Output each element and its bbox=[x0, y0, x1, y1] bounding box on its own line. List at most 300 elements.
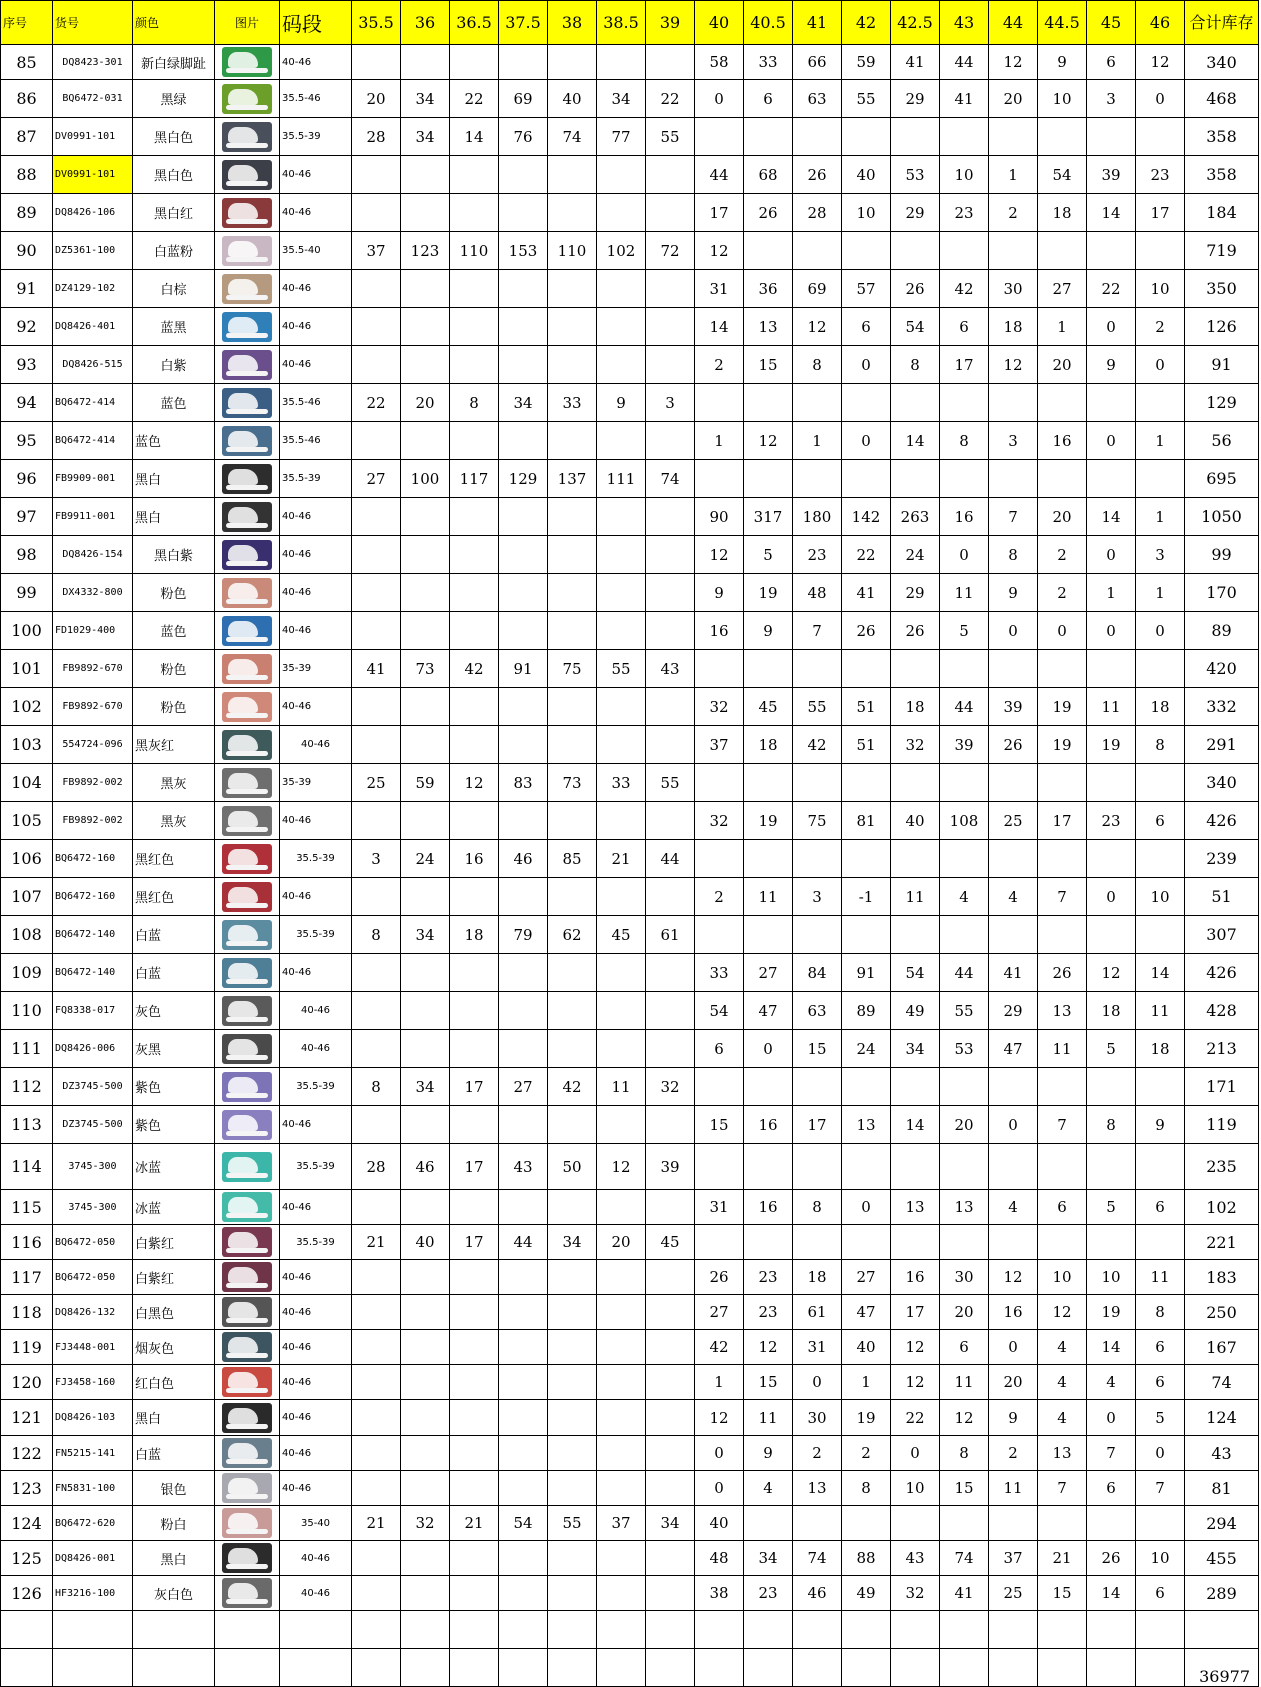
size-qty-cell: 17 bbox=[695, 194, 744, 232]
color-cell: 红白色 bbox=[133, 1365, 215, 1400]
shoe-thumbnail-icon bbox=[222, 1034, 272, 1064]
sku-cell: BQ6472-160 bbox=[53, 878, 133, 916]
shoe-thumbnail-icon bbox=[222, 1438, 272, 1468]
size-qty-cell bbox=[1136, 460, 1185, 498]
total-stock-cell: 43 bbox=[1185, 1436, 1259, 1471]
color-cell: 冰蓝 bbox=[133, 1144, 215, 1190]
size-qty-cell: 68 bbox=[744, 156, 793, 194]
size-qty-cell bbox=[1136, 764, 1185, 802]
size-qty-cell: 11 bbox=[989, 1471, 1038, 1506]
total-stock-cell: 291 bbox=[1185, 726, 1259, 764]
size-qty-cell bbox=[499, 1365, 548, 1400]
size-qty-cell: 55 bbox=[548, 1506, 597, 1541]
size-qty-cell bbox=[499, 992, 548, 1030]
size-qty-cell: 69 bbox=[499, 80, 548, 118]
size-qty-cell bbox=[401, 1400, 450, 1436]
size-qty-cell: 24 bbox=[891, 536, 940, 574]
header-size: 37.5 bbox=[499, 1, 548, 45]
size-qty-cell: 55 bbox=[842, 80, 891, 118]
size-qty-cell: 102 bbox=[597, 232, 646, 270]
size-qty-cell bbox=[499, 1400, 548, 1436]
size-qty-cell: 0 bbox=[1087, 878, 1136, 916]
size-qty-cell bbox=[597, 1260, 646, 1295]
size-qty-cell: 9 bbox=[989, 574, 1038, 612]
size-qty-cell: 14 bbox=[1087, 498, 1136, 536]
header-size: 36 bbox=[401, 1, 450, 45]
header-sku: 货号 bbox=[53, 1, 133, 45]
size-qty-cell: 17 bbox=[1038, 802, 1087, 840]
size-qty-cell: 13 bbox=[1038, 1436, 1087, 1471]
total-stock-cell: 167 bbox=[1185, 1330, 1259, 1365]
size-qty-cell: 17 bbox=[793, 1106, 842, 1144]
size-qty-cell: 2 bbox=[1038, 574, 1087, 612]
size-qty-cell: 12 bbox=[989, 45, 1038, 80]
size-qty-cell bbox=[1038, 764, 1087, 802]
size-qty-cell bbox=[597, 1330, 646, 1365]
size-qty-cell bbox=[548, 346, 597, 384]
size-qty-cell bbox=[1136, 232, 1185, 270]
size-qty-cell bbox=[989, 232, 1038, 270]
shoe-thumbnail-icon bbox=[222, 1110, 272, 1140]
size-qty-cell bbox=[548, 1541, 597, 1576]
size-qty-cell: 19 bbox=[842, 1400, 891, 1436]
size-qty-cell: 46 bbox=[401, 1144, 450, 1190]
size-range-cell: 40-46 bbox=[280, 726, 352, 764]
size-qty-cell bbox=[597, 1106, 646, 1144]
size-qty-cell bbox=[842, 650, 891, 688]
size-qty-cell bbox=[548, 1365, 597, 1400]
size-qty-cell bbox=[891, 650, 940, 688]
shoe-thumbnail-icon bbox=[222, 1262, 272, 1292]
size-range-cell: 40-46 bbox=[280, 1541, 352, 1576]
size-qty-cell: 5 bbox=[1136, 1400, 1185, 1436]
table-row bbox=[1, 1330, 1259, 1365]
empty-cell bbox=[53, 1649, 133, 1687]
product-image bbox=[215, 1471, 280, 1506]
size-qty-cell: 53 bbox=[940, 1030, 989, 1068]
size-qty-cell bbox=[548, 1030, 597, 1068]
total-stock-cell: 719 bbox=[1185, 232, 1259, 270]
size-qty-cell bbox=[401, 194, 450, 232]
header-idx: 序号 bbox=[1, 1, 53, 45]
table-row bbox=[1, 1295, 1259, 1330]
size-qty-cell: 21 bbox=[450, 1506, 499, 1541]
size-qty-cell bbox=[499, 1260, 548, 1295]
size-qty-cell: 32 bbox=[646, 1068, 695, 1106]
empty-cell bbox=[940, 1611, 989, 1649]
size-qty-cell: 53 bbox=[891, 156, 940, 194]
product-image bbox=[215, 1225, 280, 1260]
size-qty-cell: 26 bbox=[1087, 1541, 1136, 1576]
row-index: 119 bbox=[1, 1330, 53, 1365]
size-qty-cell: 6 bbox=[842, 308, 891, 346]
size-qty-cell: 14 bbox=[1087, 194, 1136, 232]
size-range-cell: 35.5-39 bbox=[280, 1144, 352, 1190]
size-qty-cell bbox=[352, 992, 401, 1030]
empty-cell bbox=[548, 1611, 597, 1649]
product-image bbox=[215, 308, 280, 346]
size-qty-cell: 44 bbox=[499, 1225, 548, 1260]
shoe-thumbnail-icon bbox=[222, 1192, 272, 1222]
size-qty-cell bbox=[352, 688, 401, 726]
size-qty-cell: 8 bbox=[352, 1068, 401, 1106]
color-cell: 粉色 bbox=[133, 650, 215, 688]
size-qty-cell: 1 bbox=[1038, 308, 1087, 346]
size-qty-cell: 14 bbox=[891, 422, 940, 460]
empty-cell bbox=[891, 1611, 940, 1649]
size-qty-cell bbox=[646, 1541, 695, 1576]
empty-cell bbox=[1038, 1649, 1087, 1687]
size-qty-cell bbox=[940, 840, 989, 878]
size-qty-cell bbox=[842, 232, 891, 270]
size-qty-cell: 8 bbox=[940, 422, 989, 460]
shoe-thumbnail-icon bbox=[222, 1403, 272, 1433]
size-qty-cell: 23 bbox=[744, 1260, 793, 1295]
size-qty-cell: 2 bbox=[1038, 536, 1087, 574]
size-qty-cell: 34 bbox=[891, 1030, 940, 1068]
size-qty-cell bbox=[646, 270, 695, 308]
header-size: 42 bbox=[842, 1, 891, 45]
shoe-thumbnail-icon bbox=[222, 540, 272, 570]
row-index: 91 bbox=[1, 270, 53, 308]
size-qty-cell bbox=[401, 1330, 450, 1365]
product-image bbox=[215, 612, 280, 650]
size-qty-cell bbox=[401, 612, 450, 650]
size-qty-cell: 19 bbox=[744, 802, 793, 840]
size-qty-cell: 14 bbox=[1136, 954, 1185, 992]
total-stock-cell: 426 bbox=[1185, 954, 1259, 992]
row-index: 108 bbox=[1, 916, 53, 954]
size-qty-cell: 20 bbox=[989, 1365, 1038, 1400]
size-qty-cell bbox=[891, 1506, 940, 1541]
size-qty-cell bbox=[401, 1260, 450, 1295]
size-qty-cell: 8 bbox=[1136, 726, 1185, 764]
size-qty-cell bbox=[450, 270, 499, 308]
table-row bbox=[1, 916, 1259, 954]
product-image bbox=[215, 1144, 280, 1190]
size-qty-cell bbox=[450, 498, 499, 536]
size-qty-cell bbox=[597, 346, 646, 384]
size-qty-cell bbox=[548, 1436, 597, 1471]
sku-cell: DQ8426-001 bbox=[53, 1541, 133, 1576]
size-qty-cell: 8 bbox=[352, 916, 401, 954]
size-qty-cell: 12 bbox=[695, 232, 744, 270]
size-qty-cell bbox=[646, 878, 695, 916]
color-cell: 冰蓝 bbox=[133, 1190, 215, 1225]
size-qty-cell: 55 bbox=[646, 764, 695, 802]
size-qty-cell: 13 bbox=[891, 1190, 940, 1225]
total-stock-cell: 170 bbox=[1185, 574, 1259, 612]
size-range-cell: 40-46 bbox=[280, 954, 352, 992]
size-qty-cell: 9 bbox=[695, 574, 744, 612]
color-cell: 粉白 bbox=[133, 1506, 215, 1541]
size-qty-cell: 41 bbox=[940, 80, 989, 118]
shoe-thumbnail-icon bbox=[222, 692, 272, 722]
product-image bbox=[215, 916, 280, 954]
size-qty-cell bbox=[646, 536, 695, 574]
color-cell: 灰黑 bbox=[133, 1030, 215, 1068]
size-qty-cell: 16 bbox=[989, 1295, 1038, 1330]
size-qty-cell bbox=[1038, 840, 1087, 878]
size-qty-cell: 6 bbox=[1038, 1190, 1087, 1225]
empty-cell bbox=[744, 1611, 793, 1649]
size-qty-cell: 1 bbox=[695, 422, 744, 460]
sku-cell: DQ8426-154 bbox=[53, 536, 133, 574]
size-qty-cell bbox=[401, 954, 450, 992]
product-image bbox=[215, 1365, 280, 1400]
total-stock-cell: 420 bbox=[1185, 650, 1259, 688]
size-qty-cell: 23 bbox=[744, 1295, 793, 1330]
row-index: 112 bbox=[1, 1068, 53, 1106]
size-qty-cell: 15 bbox=[940, 1471, 989, 1506]
size-qty-cell bbox=[352, 1576, 401, 1611]
size-qty-cell: 19 bbox=[1087, 726, 1136, 764]
size-qty-cell bbox=[597, 1400, 646, 1436]
size-qty-cell: 41 bbox=[352, 650, 401, 688]
size-qty-cell: 11 bbox=[940, 574, 989, 612]
size-qty-cell bbox=[597, 802, 646, 840]
size-qty-cell: 13 bbox=[1038, 992, 1087, 1030]
size-qty-cell bbox=[499, 802, 548, 840]
total-stock-cell: 74 bbox=[1185, 1365, 1259, 1400]
size-qty-cell bbox=[1136, 650, 1185, 688]
size-range-cell: 40-46 bbox=[280, 612, 352, 650]
sku-cell: BQ6472-031 bbox=[53, 80, 133, 118]
size-qty-cell: 54 bbox=[891, 308, 940, 346]
sku-cell: BQ6472-620 bbox=[53, 1506, 133, 1541]
size-qty-cell bbox=[450, 1471, 499, 1506]
table-row bbox=[1, 498, 1259, 536]
size-range-cell: 40-46 bbox=[280, 878, 352, 916]
size-qty-cell bbox=[548, 1330, 597, 1365]
size-qty-cell bbox=[597, 878, 646, 916]
header-size: 39 bbox=[646, 1, 695, 45]
size-range-cell: 40-46 bbox=[280, 1400, 352, 1436]
shoe-thumbnail-icon bbox=[222, 388, 272, 418]
size-qty-cell bbox=[891, 1144, 940, 1190]
table-row bbox=[1, 840, 1259, 878]
size-qty-cell: 75 bbox=[548, 650, 597, 688]
size-qty-cell: 63 bbox=[793, 992, 842, 1030]
product-image bbox=[215, 574, 280, 612]
size-qty-cell bbox=[450, 1330, 499, 1365]
size-qty-cell: 55 bbox=[940, 992, 989, 1030]
size-qty-cell: 23 bbox=[1087, 802, 1136, 840]
size-qty-cell bbox=[646, 1106, 695, 1144]
size-qty-cell bbox=[352, 1541, 401, 1576]
size-qty-cell bbox=[450, 878, 499, 916]
size-qty-cell: 20 bbox=[1038, 498, 1087, 536]
color-cell: 白紫 bbox=[133, 346, 215, 384]
size-qty-cell bbox=[401, 1576, 450, 1611]
size-qty-cell: 22 bbox=[842, 536, 891, 574]
row-index: 114 bbox=[1, 1144, 53, 1190]
size-qty-cell: 44 bbox=[695, 156, 744, 194]
size-qty-cell bbox=[450, 954, 499, 992]
color-cell: 白蓝 bbox=[133, 916, 215, 954]
sku-cell: 3745-300 bbox=[53, 1190, 133, 1225]
size-qty-cell bbox=[597, 954, 646, 992]
size-qty-cell: 45 bbox=[744, 688, 793, 726]
size-qty-cell: 33 bbox=[548, 384, 597, 422]
size-qty-cell bbox=[1038, 1068, 1087, 1106]
size-qty-cell: 12 bbox=[695, 536, 744, 574]
table-row bbox=[1, 45, 1259, 80]
size-qty-cell bbox=[499, 726, 548, 764]
size-qty-cell: 12 bbox=[793, 308, 842, 346]
size-qty-cell bbox=[401, 1106, 450, 1144]
size-qty-cell bbox=[450, 1030, 499, 1068]
size-range-cell: 40-46 bbox=[280, 1471, 352, 1506]
size-qty-cell bbox=[352, 308, 401, 346]
size-qty-cell: 20 bbox=[352, 80, 401, 118]
shoe-thumbnail-icon bbox=[222, 1152, 272, 1182]
size-qty-cell bbox=[744, 460, 793, 498]
size-qty-cell: 7 bbox=[793, 612, 842, 650]
row-index: 86 bbox=[1, 80, 53, 118]
size-qty-cell bbox=[548, 498, 597, 536]
size-qty-cell bbox=[401, 422, 450, 460]
size-qty-cell bbox=[597, 308, 646, 346]
table-row bbox=[1, 156, 1259, 194]
product-image bbox=[215, 460, 280, 498]
size-qty-cell bbox=[1038, 1225, 1087, 1260]
size-qty-cell: 7 bbox=[989, 498, 1038, 536]
size-qty-cell bbox=[1087, 232, 1136, 270]
size-qty-cell: 29 bbox=[891, 194, 940, 232]
size-qty-cell: 74 bbox=[548, 118, 597, 156]
total-stock-cell: 695 bbox=[1185, 460, 1259, 498]
size-qty-cell: 31 bbox=[695, 270, 744, 308]
size-qty-cell: 5 bbox=[744, 536, 793, 574]
size-qty-cell: 9 bbox=[744, 1436, 793, 1471]
size-qty-cell: 16 bbox=[695, 612, 744, 650]
size-qty-cell bbox=[1136, 1506, 1185, 1541]
size-qty-cell bbox=[450, 688, 499, 726]
size-qty-cell bbox=[401, 1365, 450, 1400]
shoe-thumbnail-icon bbox=[222, 1072, 272, 1102]
table-row bbox=[1, 764, 1259, 802]
color-cell: 白黑色 bbox=[133, 1295, 215, 1330]
header-size: 38 bbox=[548, 1, 597, 45]
table-row bbox=[1, 346, 1259, 384]
size-qty-cell: 23 bbox=[744, 1576, 793, 1611]
size-qty-cell: 73 bbox=[548, 764, 597, 802]
size-qty-cell bbox=[352, 1400, 401, 1436]
empty-cell bbox=[744, 1649, 793, 1687]
size-qty-cell bbox=[989, 118, 1038, 156]
size-qty-cell: 7 bbox=[1038, 1106, 1087, 1144]
size-qty-cell: 22 bbox=[352, 384, 401, 422]
empty-cell bbox=[1038, 1611, 1087, 1649]
size-qty-cell: 10 bbox=[1087, 1260, 1136, 1295]
grand-total: 36977 bbox=[1185, 1649, 1259, 1687]
size-qty-cell: 8 bbox=[940, 1436, 989, 1471]
size-range-cell: 40-46 bbox=[280, 536, 352, 574]
size-qty-cell: 54 bbox=[499, 1506, 548, 1541]
size-qty-cell: 0 bbox=[1136, 346, 1185, 384]
size-qty-cell: 24 bbox=[842, 1030, 891, 1068]
size-qty-cell bbox=[744, 384, 793, 422]
size-qty-cell bbox=[450, 1365, 499, 1400]
size-qty-cell: 0 bbox=[1087, 1400, 1136, 1436]
size-qty-cell bbox=[646, 1260, 695, 1295]
size-qty-cell bbox=[940, 118, 989, 156]
size-qty-cell: 26 bbox=[842, 612, 891, 650]
size-qty-cell: 42 bbox=[548, 1068, 597, 1106]
size-qty-cell: 14 bbox=[1087, 1330, 1136, 1365]
size-range-cell: 40-46 bbox=[280, 270, 352, 308]
color-cell: 黑白色 bbox=[133, 118, 215, 156]
size-qty-cell bbox=[401, 1471, 450, 1506]
product-image bbox=[215, 1400, 280, 1436]
size-qty-cell: 39 bbox=[989, 688, 1038, 726]
size-qty-cell: 37 bbox=[597, 1506, 646, 1541]
size-range-cell: 35.5-39 bbox=[280, 840, 352, 878]
total-stock-cell: 250 bbox=[1185, 1295, 1259, 1330]
size-qty-cell bbox=[989, 916, 1038, 954]
size-qty-cell bbox=[499, 688, 548, 726]
sku-cell: DX4332-800 bbox=[53, 574, 133, 612]
size-qty-cell: 22 bbox=[1087, 270, 1136, 308]
shoe-thumbnail-icon bbox=[222, 1578, 272, 1608]
size-qty-cell: 90 bbox=[695, 498, 744, 536]
size-qty-cell: 12 bbox=[891, 1330, 940, 1365]
size-qty-cell: 0 bbox=[989, 612, 1038, 650]
empty-cell bbox=[215, 1649, 280, 1687]
color-cell: 蓝色 bbox=[133, 384, 215, 422]
size-qty-cell bbox=[548, 536, 597, 574]
size-qty-cell bbox=[1087, 1144, 1136, 1190]
size-qty-cell bbox=[548, 270, 597, 308]
size-qty-cell: 37 bbox=[989, 1541, 1038, 1576]
row-index: 87 bbox=[1, 118, 53, 156]
size-qty-cell bbox=[548, 954, 597, 992]
size-qty-cell: 8 bbox=[1087, 1106, 1136, 1144]
size-qty-cell bbox=[499, 1190, 548, 1225]
row-index: 117 bbox=[1, 1260, 53, 1295]
size-range-cell: 40-46 bbox=[280, 1365, 352, 1400]
size-qty-cell: 57 bbox=[842, 270, 891, 308]
size-qty-cell bbox=[401, 688, 450, 726]
size-qty-cell: 11 bbox=[597, 1068, 646, 1106]
size-qty-cell bbox=[499, 1576, 548, 1611]
product-image bbox=[215, 422, 280, 460]
size-qty-cell bbox=[744, 1144, 793, 1190]
sku-cell: BQ6472-140 bbox=[53, 916, 133, 954]
size-qty-cell bbox=[548, 1576, 597, 1611]
size-qty-cell: 12 bbox=[891, 1365, 940, 1400]
total-stock-cell: 124 bbox=[1185, 1400, 1259, 1436]
size-qty-cell: 7 bbox=[1038, 1471, 1087, 1506]
empty-cell bbox=[695, 1649, 744, 1687]
sku-cell: DV0991-101 bbox=[53, 118, 133, 156]
size-qty-cell bbox=[597, 612, 646, 650]
product-image bbox=[215, 650, 280, 688]
size-qty-cell bbox=[548, 688, 597, 726]
row-index: 103 bbox=[1, 726, 53, 764]
color-cell: 黑绿 bbox=[133, 80, 215, 118]
table-row bbox=[1, 1576, 1259, 1611]
size-qty-cell: 28 bbox=[793, 194, 842, 232]
size-qty-cell bbox=[940, 232, 989, 270]
size-qty-cell: 41 bbox=[940, 1576, 989, 1611]
row-index: 116 bbox=[1, 1225, 53, 1260]
shoe-thumbnail-icon bbox=[222, 160, 272, 190]
size-qty-cell: 6 bbox=[695, 1030, 744, 1068]
size-qty-cell: 23 bbox=[1136, 156, 1185, 194]
shoe-thumbnail-icon bbox=[222, 1332, 272, 1362]
